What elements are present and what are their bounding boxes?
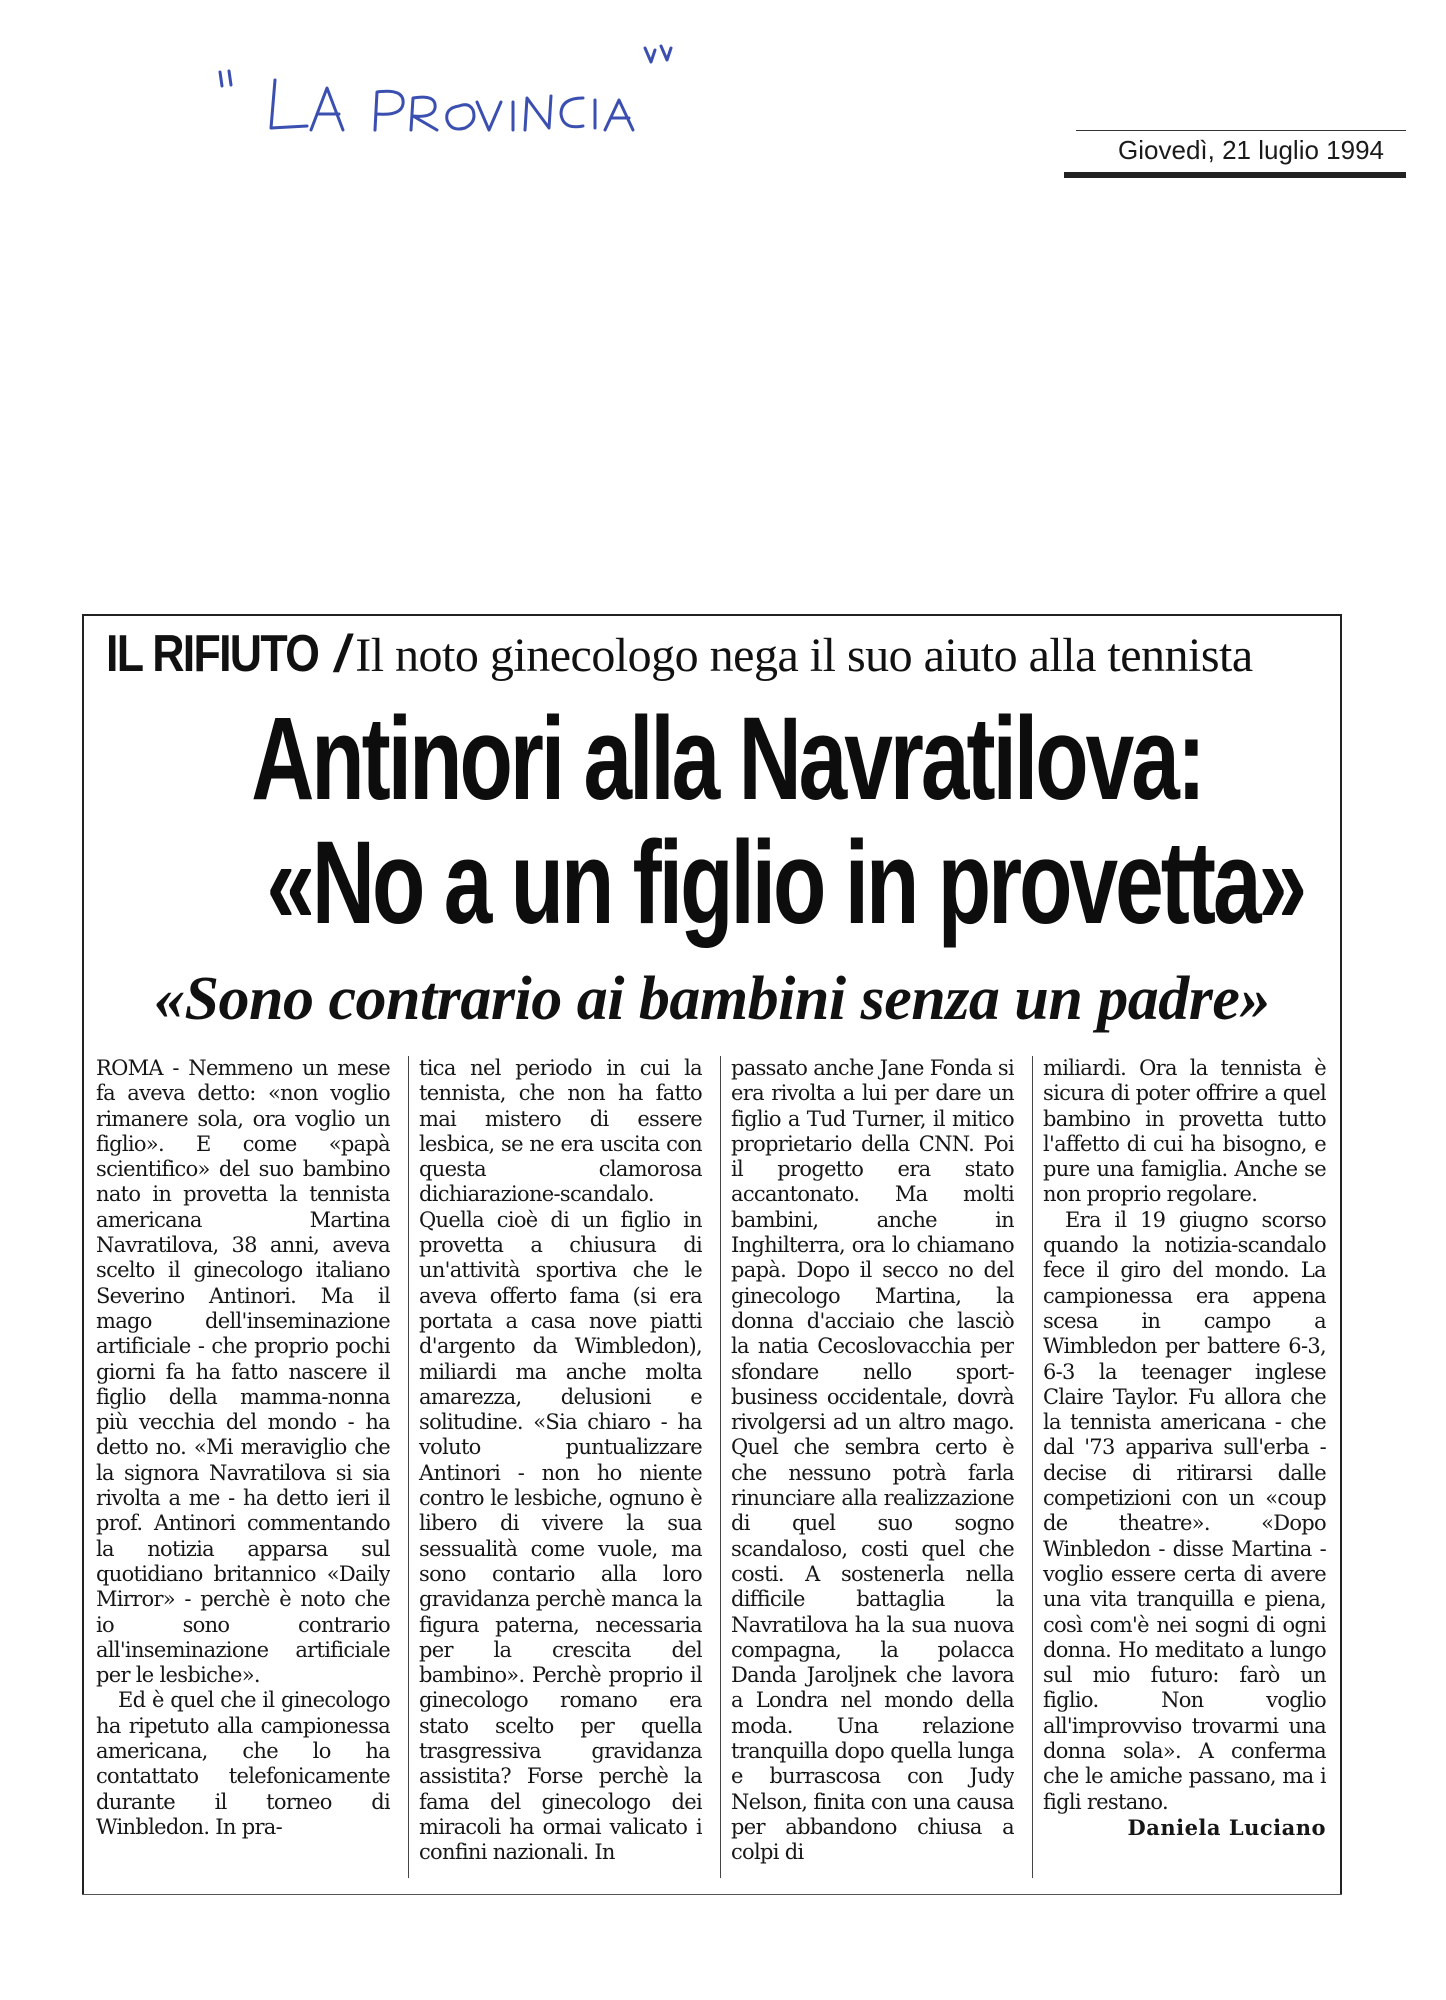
kicker-text: Il noto ginecologo nega il suo aiuto alla tennista	[355, 629, 1253, 682]
paragraph: Era il 19 giugno scorso quando la notizia-scandalo fece il giro del mondo. La campionessa era appena scesa in campo a Wimbledon per battere 6-3, 6-3 la teenager inglese Claire Taylor. Fu allora che la tennista americana - che dal '73 appariva sull'erba - decise di ritirarsi dalle competizioni con un «coup de theatre». «Dopo Winbledon - disse Martina - voglio essere certa di avere una vita tranquilla e piena, così com'è nei sogni di ogni donna. Ho meditato a lungo sul mio futuro: farò un figlio. Non voglio all'improvviso trovarmi una donna sola». A conferma che le amiche passano, ma i figli restano.	[1043, 1207, 1326, 1814]
article-bottom-rule	[82, 1894, 1342, 1895]
kicker-label: IL RIFIUTO	[106, 625, 319, 683]
handwritten-source-note	[215, 42, 675, 132]
date-block	[1064, 130, 1406, 178]
headline-line-2	[84, 818, 1340, 948]
headline-line-2-text: «No a un figlio in provetta»	[266, 817, 1305, 949]
handwritten-note-drawing	[215, 42, 675, 132]
publication-date: Giovedì, 21 luglio 1994	[1118, 135, 1384, 165]
article-column-2	[408, 1056, 702, 1878]
date-rule-bottom	[1064, 172, 1406, 178]
kicker-separator: /	[334, 625, 350, 683]
paragraph: ROMA - Nemmeno un mese fa aveva detto: «non voglio rimanere sola, ora voglio un figlio». E come «papà scientifico» del suo bambino nato in provetta la tennista americana Martina Navratilova, 38 anni, aveva scelto il ginecologo italiano Severino Antinori. Ma il mago dell'inseminazione artificiale - che proprio pochi giorni fa ha fatto nascere il figlio della mamma-nonna più vecchia del mondo - ha detto no. «Mi meraviglio che la signora Navratilova si sia rivolta a me - ha detto ieri il prof. Antinori commentando la notizia apparsa sul quotidiano britannico «Daily Mirror» - perchè è noto che io sono contrario all'inseminazione artificiale per le lesbiche».	[96, 1056, 390, 1688]
headline-line-1	[84, 694, 1340, 824]
byline: Daniela Luciano	[1127, 1814, 1326, 1840]
paragraph: Ed è quel che il ginecologo ha ripetuto alla campionessa americana, che lo ha contattato telefonicamente durante il torneo di Winbledon. In pra-	[96, 1688, 390, 1839]
article-kicker	[106, 624, 1326, 686]
article-column-3	[720, 1056, 1014, 1878]
article-column-4	[1032, 1056, 1326, 1878]
article-column-1	[96, 1056, 390, 1878]
paragraph: miliardi. Ora la tennista è sicura di poter offrire a quel bambino in provetta tutto l'affetto di cui ha bisogno, e pure una famiglia. Anche se non proprio regolare.	[1043, 1056, 1326, 1207]
paragraph: tica nel periodo in cui la tennista, che non ha fatto mai mistero di essere lesbica, se ne era uscita con questa clamorosa dichiarazione-scandalo. Quella cioè di un figlio in provetta a chiusura di un'attività sportiva che le aveva offerto fama (si era portata a casa nove piatti d'argento da Wimbledon), miliardi ma anche molta amarezza, delusioni e solitudine. «Sia chiaro - ha voluto puntualizzare Antinori - non ho niente contro le lesbiche, ognuno è libero di vivere la sua sessualità come vuole, ma sono contario alla loro gravidanza perchè manca la figura paterna, necessaria per la crescita del bambino». Perchè proprio il ginecologo romano era stato scelto per quella trasgressiva gravidanza assistita? Forse perchè la fama del ginecologo dei miracoli ha ormai valicato i confini nazionali. In	[419, 1056, 702, 1865]
article-body	[96, 1056, 1326, 1878]
subheadline: «Sono contrario ai bambini senza un padre»	[154, 965, 1270, 1033]
article-frame	[82, 614, 1342, 1894]
headline-line-1-text: Antinori alla Navratilova:	[251, 693, 1203, 825]
paragraph: passato anche Jane Fonda si era rivolta a lui per dare un figlio a Tud Turner, il mitico proprietario della CNN. Poi il progetto era stato accantonato. Ma molti bambini, anche in Inghilterra, ora lo chiamano papà. Dopo il secco no del ginecologo Martina, la donna d'acciaio che lasciò la natia Cecoslovacchia per sfondare nello sport-business occidentale, dovrà rivolgersi ad un altro mago. Quel che sembra certo è che nessuno potrà farla rinunciare alla realizzazione di quel suo sogno scandaloso, costi quel che costi. A sostenerla nella difficile battaglia la Navratilova ha la sua nuova compagna, la polacca Danda Jaroljnek che lavora a Londra nel mondo della moda. Una relazione tranquilla dopo quella lunga e burrascosa con Judy Nelson, finita con una causa per abbandono chiusa a colpi di	[731, 1056, 1014, 1865]
